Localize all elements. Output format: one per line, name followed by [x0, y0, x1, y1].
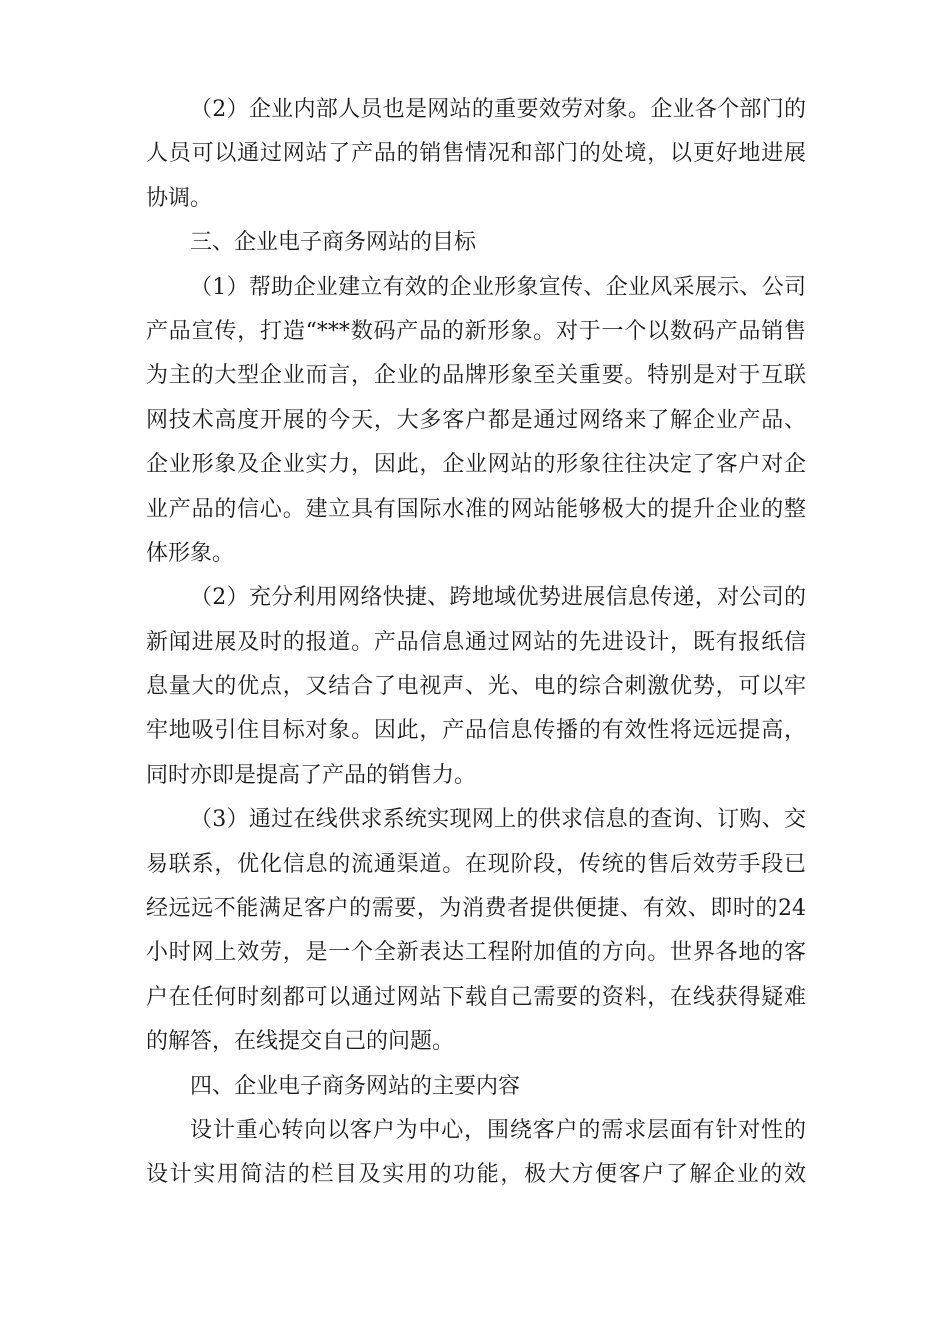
- paragraph-line: 新闻进展及时的报道。产品信息通过网站的先进设计，既有报纸信: [146, 629, 806, 655]
- section-heading: 三、企业电子商务网站的目标: [190, 230, 477, 256]
- paragraph-line: （2）充分利用网络快捷、跨地域优势进展信息传递，对公司的: [190, 585, 806, 611]
- paragraph-line: 设计实用简洁的栏目及实用的功能，极大方便客户了解企业的效: [146, 1162, 806, 1188]
- paragraph-line: 同时亦即是提高了产品的销售力。: [146, 762, 477, 788]
- paragraph-line: 小时网上效劳，是一个全新表达工程附加值的方向。世界各地的客: [146, 940, 806, 966]
- paragraph-line: 设计重心转向以客户为中心，围绕客户的需求层面有针对性的: [190, 1117, 806, 1143]
- paragraph-line: 为主的大型企业而言，企业的品牌形象至关重要。特别是对于互联: [146, 363, 806, 389]
- section-heading: 四、企业电子商务网站的主要内容: [190, 1073, 521, 1099]
- paragraph-line: 息量大的优点，又结合了电视声、光、电的综合刺激优势，可以牢: [146, 674, 806, 700]
- paragraph-line: 人员可以通过网站了产品的销售情况和部门的处境，以更好地进展: [146, 141, 806, 167]
- paragraph-line: 业产品的信心。建立具有国际水准的网站能够极大的提升企业的整: [146, 496, 806, 522]
- paragraph-line: （3）通过在线供求系统实现网上的供求信息的查询、订购、交: [190, 807, 806, 833]
- document-body: [146, 88, 806, 1198]
- paragraph-line: 协调。: [146, 185, 213, 211]
- paragraph-line: 的解答，在线提交自己的问题。: [146, 1029, 455, 1055]
- paragraph-line: 易联系，优化信息的流通渠道。在现阶段，传统的售后效劳手段已: [146, 851, 806, 877]
- paragraph-line: 户在任何时刻都可以通过网站下载自己需要的资料，在线获得疑难: [146, 984, 806, 1010]
- paragraph-line: 企业形象及企业实力，因此，企业网站的形象往往决定了客户对企: [146, 452, 806, 478]
- paragraph-line: 体形象。: [146, 540, 235, 566]
- paragraph-line: 产品宣传，打造“***数码产品的新形象。对于一个以数码产品销售: [146, 318, 806, 344]
- paragraph-line: 牢地吸引住目标对象。因此，产品信息传播的有效性将远远提高，: [146, 718, 806, 744]
- paragraph-line: （2）企业内部人员也是网站的重要效劳对象。企业各个部门的: [190, 97, 806, 122]
- paragraph-line: 经远远不能满足客户的需要，为消费者提供便捷、有效、即时的24: [146, 896, 806, 922]
- paragraph-line: 网技术高度开展的今天，大多客户都是通过网络来了解企业产品、: [146, 407, 806, 433]
- paragraph-line: （1）帮助企业建立有效的企业形象宣传、企业风采展示、公司: [190, 274, 806, 300]
